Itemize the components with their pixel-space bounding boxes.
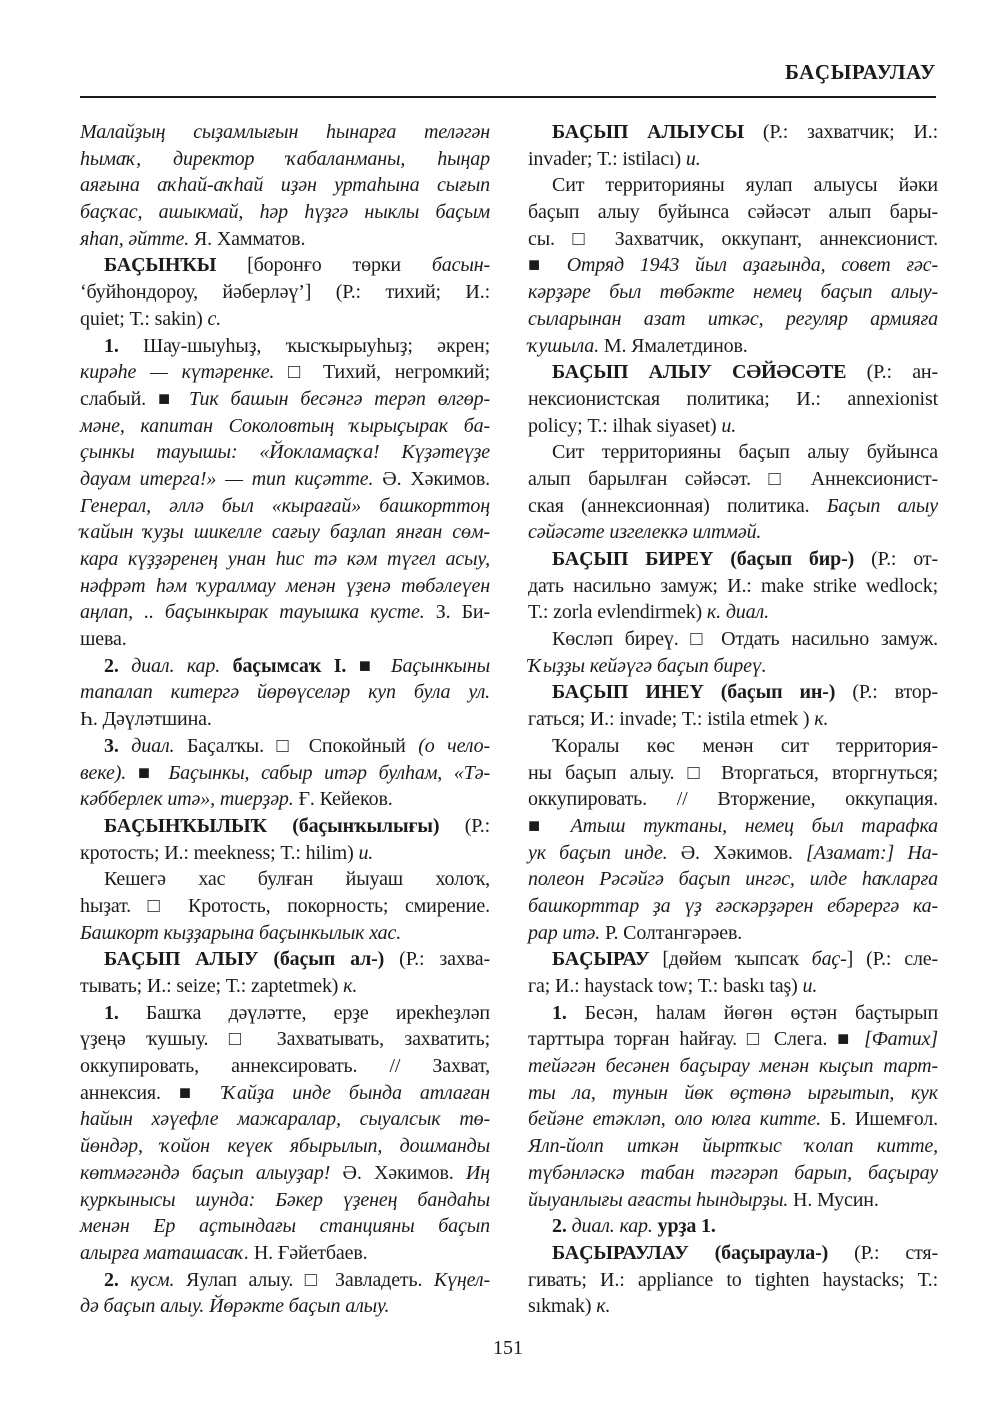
text-line	[80, 706, 490, 733]
header-rule	[80, 96, 936, 98]
text-line	[528, 333, 938, 360]
left-column	[80, 119, 490, 1320]
text-line	[528, 1187, 938, 1214]
roman-text: Баҫалҡы. □ Спокойный	[174, 734, 419, 757]
text-line	[528, 386, 938, 413]
text-line	[528, 146, 938, 173]
text-line	[528, 1053, 938, 1080]
text-line	[528, 573, 938, 600]
text-line	[80, 973, 490, 1000]
italic-text: Ҡайҙа инде бында атлаған	[222, 1081, 490, 1104]
text-line	[80, 1160, 490, 1187]
bold-text: БАҪЫРАУЛАУ (баҫыраула-)	[552, 1241, 829, 1264]
text-line	[80, 626, 490, 653]
italic-text: тейәгән бесәнен баҫырау менән кыҫып тарт-	[528, 1055, 938, 1078]
text-line	[80, 1267, 490, 1294]
text-line	[528, 119, 938, 146]
text-line	[528, 413, 938, 440]
roman-text: тывать; И.: seize; Т.: zaptetmek)	[80, 975, 344, 997]
text-line	[528, 1240, 938, 1267]
text-line	[528, 466, 938, 493]
italic-text: и.	[802, 975, 818, 997]
italic-text: яһап, әйтте.	[80, 227, 190, 250]
roman-text: Я. Хамматов.	[189, 227, 306, 250]
text-line	[80, 466, 490, 493]
bold-text: урҙа 1.	[657, 1215, 716, 1238]
bold-text: БАҪЫРАУ	[552, 948, 650, 971]
text-line	[528, 493, 938, 520]
roman-text: гивать; И.: appliance to tighten haystacks; Т.:	[528, 1268, 938, 1291]
italic-text: Атыш туктаны, немец был тарафка	[570, 814, 938, 837]
roman-text: слабый. ■	[80, 387, 189, 410]
text-line	[528, 199, 938, 226]
roman-text: Көсләп биреү. □ Отдать насильно замуж.	[552, 628, 938, 651]
roman-text: (Р.: втор-	[835, 681, 938, 704]
roman-text: гаться; И.: invade; Т.: istila etmek )	[528, 708, 815, 731]
roman-text: Р. Солтангәрәев.	[600, 921, 743, 944]
roman-text: (Р.: захва-	[384, 948, 490, 971]
italic-text: ҫынкы тауышы: «Йокламаҫҡа! Күҙәтеүҙе	[80, 441, 490, 464]
roman-text: З. Би-	[424, 601, 490, 624]
text-line	[80, 1133, 490, 1160]
bold-text: баҫымсаҡ I.	[232, 654, 347, 677]
roman-text: М. Ямалетдинов.	[598, 334, 748, 357]
text-line	[528, 1293, 938, 1320]
text-line	[528, 519, 938, 546]
text-line	[528, 1080, 938, 1107]
roman-text: sıkmak)	[528, 1295, 597, 1318]
text-line	[528, 359, 938, 386]
italic-text: к.	[343, 975, 358, 997]
roman-text: ■	[126, 761, 169, 784]
italic-text: бейәне етәкләп, оло юлға китте.	[528, 1108, 821, 1131]
bold-text: БАҪЫП АЛЫУ СӘЙӘСӘТЕ	[552, 361, 847, 384]
text-line	[528, 866, 938, 893]
italic-text: нәфрәт һәм ҡуралмау менән үҙенә төбәлеүен	[80, 574, 490, 597]
italic-text: к.	[814, 708, 829, 731]
roman-text: Шау-шыуһыҙ, ҡысҡырыуһыҙ; әкрен;	[118, 334, 490, 357]
roman-text: Т.: zorla evlendirmek)	[528, 601, 707, 624]
text-line	[80, 946, 490, 973]
roman-text: нексионистская политика; И.: annexionist	[528, 387, 938, 410]
text-line	[80, 573, 490, 600]
text-line	[80, 252, 490, 279]
italic-text: (о чело-	[418, 734, 490, 757]
bold-text: БАҪЫНҠЫЛЫҠ (баҫынҡылығы)	[104, 814, 440, 837]
roman-text: (Р.: захватчик; И.:	[744, 121, 938, 143]
italic-text: Баҫынкыны	[390, 654, 490, 677]
italic-text: [Фатих]	[864, 1028, 938, 1051]
text-line	[528, 439, 938, 466]
text-line	[528, 1026, 938, 1053]
text-line	[80, 1240, 490, 1267]
text-line	[528, 840, 938, 867]
roman-text: баҫып алыу буйынса сәйәсәт алып бары-	[528, 201, 938, 224]
text-line	[528, 252, 938, 279]
text-line	[80, 306, 490, 333]
italic-text: алырға маташасаҡ.	[80, 1241, 249, 1264]
text-line	[80, 1053, 490, 1080]
text-line	[80, 172, 490, 199]
running-head: БАҪЫРАУЛАУ	[784, 60, 936, 84]
text-line	[80, 119, 490, 146]
text-line	[528, 733, 938, 760]
text-line	[528, 1133, 938, 1160]
text-line	[528, 920, 938, 947]
text-line	[80, 226, 490, 253]
text-line	[80, 1213, 490, 1240]
roman-text: (Р.: стя-	[828, 1241, 938, 1264]
text-line	[528, 653, 938, 680]
roman-text: □ Тихий, негромкий;	[274, 361, 490, 384]
bold-text: 2.	[104, 654, 119, 677]
italic-text: Отряд 1943 йыл аҙағында, совет ғәс-	[566, 254, 939, 277]
bold-text: 2.	[552, 1215, 567, 1238]
italic-text: көтмәгәндә баҫып алыуҙар!	[80, 1161, 331, 1184]
text-line	[80, 866, 490, 893]
italic-text: диал. кар.	[131, 654, 221, 677]
text-line	[80, 413, 490, 440]
italic-text: һымаҡ, директор ҡабаланманы, һыңар	[80, 147, 490, 170]
text-line	[528, 546, 938, 573]
text-line	[528, 1160, 938, 1187]
bold-text: БАҪЫП АЛЫУ (баҫып ал-)	[104, 948, 385, 971]
italic-text: к.	[596, 1295, 611, 1318]
italic-text: башкорттар ҙа үҙ ғәскәрҙәрен ебәрергә ка-	[528, 894, 938, 917]
roman-text: Ә. Хәкимов.	[667, 841, 806, 864]
italic-text: сәйәсәте изгелеккә илтмәй.	[528, 521, 762, 544]
roman-text	[119, 1269, 131, 1291]
italic-text: Башкорт кыҙҙарына баҫынкылык хас.	[80, 921, 402, 944]
text-line	[80, 840, 490, 867]
roman-text: шева.	[80, 628, 127, 651]
italic-text: Ҡыҙҙы кейәүгә баҫып биреү.	[528, 654, 767, 677]
roman-text: Н. Ғәйетбаев.	[248, 1241, 368, 1264]
italic-text: ук баҫып инде.	[528, 841, 668, 864]
text-line	[80, 199, 490, 226]
text-line	[80, 1080, 490, 1107]
italic-text: дә баҫып алыу. Йөрәкте баҫып алыу.	[80, 1295, 390, 1318]
text-line	[80, 760, 490, 787]
text-line	[528, 893, 938, 920]
italic-text: кирәһе — күтәренке.	[80, 361, 275, 384]
italic-text: к. диал.	[706, 601, 769, 624]
text-line	[80, 1187, 490, 1214]
italic-text: Иң	[465, 1161, 490, 1184]
italic-text: баҫҡас, ашыкмай, һәр һүҙгә ныклы баҫым	[80, 201, 490, 224]
italic-text: тапалап китергә йөрөүселәр куп була ул.	[80, 681, 490, 704]
bold-text: 1.	[104, 1001, 119, 1024]
italic-text: полеон Рәсәйгә баҫып ингәс, илде һаҡларға	[528, 868, 938, 891]
italic-text: диал. кар.	[571, 1215, 653, 1238]
text-line	[80, 146, 490, 173]
roman-text: оккупировать, аннексировать. // Захват,	[80, 1055, 490, 1078]
text-line	[80, 279, 490, 306]
italic-text: ҡайын ҡуҙы шикелле сағыу баҙлап янған сөм-	[80, 521, 490, 544]
text-line	[528, 306, 938, 333]
text-line	[80, 1106, 490, 1133]
italic-text: кәбберлек итә», тиерҙәр.	[80, 788, 294, 811]
text-line	[528, 760, 938, 787]
bold-text: 1.	[104, 334, 119, 357]
italic-text: ты ла, тунын йөк өҫтөнә ырғытып, кук	[528, 1081, 938, 1104]
roman-text: quiet; Т.: sakin)	[80, 307, 208, 330]
roman-text: Башҡа дәүләтте, ерҙе ирекһеҙләп	[118, 1001, 490, 1024]
text-line	[528, 1213, 938, 1240]
italic-text: кусм.	[130, 1268, 175, 1291]
roman-text: ны баҫып алыу. □ Вторгаться, вторгнуться;	[528, 761, 938, 784]
roman-text: [боронғо төрки	[216, 254, 432, 277]
text-line	[528, 946, 938, 973]
roman-text: (Р.: ан-	[846, 361, 938, 384]
text-line	[80, 1026, 490, 1053]
text-line	[80, 893, 490, 920]
roman-text: үҙеңә ҡушыу. □ Захватывать, захватить;	[80, 1028, 490, 1051]
roman-text: ■	[528, 254, 567, 277]
roman-text: Кешегә хас булған йыуаш холоҡ,	[104, 868, 490, 891]
italic-text: түбәнләскә табан тәгәрәп барып, баҫырау	[528, 1161, 938, 1184]
text-line	[80, 1293, 490, 1320]
italic-text: мәне, капитан Соколовтың ҡырыҫырак ба-	[80, 414, 490, 437]
roman-text	[220, 655, 233, 677]
italic-text: рар итә.	[528, 921, 601, 944]
italic-text: дауам итерга!» — тип киҫәтте.	[80, 467, 374, 490]
bold-text: 3.	[104, 734, 119, 757]
text-line	[528, 626, 938, 653]
text-line	[528, 1267, 938, 1294]
italic-text: сыларынан азат иткәс, регуляр армияға	[528, 307, 938, 330]
text-line	[528, 813, 938, 840]
roman-text: Яулап алыу. □ Завладеть.	[174, 1268, 434, 1291]
italic-text: с.	[207, 307, 222, 330]
roman-text: га; И.: haystack tow; Т.: baskı taş)	[528, 975, 803, 997]
italic-text: Баҫып алыу	[826, 494, 938, 517]
roman-text: Ә. Хәкимов.	[330, 1161, 466, 1184]
text-line	[80, 519, 490, 546]
roman-text: Б. Ишемғол.	[821, 1108, 938, 1131]
text-line	[80, 679, 490, 706]
roman-text	[119, 735, 132, 757]
text-line	[80, 493, 490, 520]
text-line	[528, 279, 938, 306]
text-line	[528, 973, 938, 1000]
italic-text: Баҫынкы, сабыр итәр булһам, «Тә-	[168, 761, 490, 784]
italic-text: баҫ-	[811, 948, 847, 971]
italic-text: йөндәр, ҡойон кеүек ябырылып, дошманды	[80, 1135, 490, 1158]
text-line	[80, 813, 490, 840]
text-line	[80, 920, 490, 947]
roman-text: Һ. Дәүләтшина.	[80, 708, 212, 731]
bold-text: БАҪЫП ИНЕҮ (баҫып ин-)	[552, 681, 836, 704]
italic-text: Тик башын бесәнгә терәп өлгөр-	[188, 387, 490, 410]
text-line	[528, 172, 938, 199]
text-line	[528, 706, 938, 733]
roman-text: Ҡоралы көс менән сит территория-	[552, 734, 938, 757]
italic-text: и.	[721, 414, 737, 437]
roman-text: Н. Мусин.	[788, 1188, 879, 1211]
roman-text: ■	[346, 654, 391, 677]
bold-text: 2.	[104, 1268, 119, 1291]
roman-text: оккупировать. // Вторжение, оккупация.	[528, 788, 938, 811]
bold-text: БАҪЫП АЛЫУСЫ	[552, 121, 745, 143]
roman-text: кротость; И.: meekness; Т.: hilim)	[80, 841, 359, 864]
roman-text: алып барылған сәйәсәт. □ Аннексионист-	[528, 467, 938, 490]
italic-text: ҡушыла.	[528, 334, 599, 357]
bold-text: 1.	[552, 1001, 567, 1024]
text-line	[80, 1000, 490, 1027]
text-line	[80, 786, 490, 813]
roman-text: invader; Т.: istilacı)	[528, 147, 686, 170]
page-number: 151	[493, 1337, 523, 1359]
text-line	[528, 679, 938, 706]
italic-text: кара күҙҙәренең унан һис тә кәм түгел асыу,	[80, 548, 490, 570]
italic-text: йыуанлығы ағасты һындырҙы.	[528, 1188, 789, 1211]
text-line	[528, 1000, 938, 1027]
italic-text: Күңел-	[433, 1268, 490, 1291]
roman-text: һыҙат. □ Кротость, покорность; смирение.	[80, 894, 490, 917]
text-line	[80, 599, 490, 626]
text-line	[80, 359, 490, 386]
roman-text: Бесән, һалам йөгөн өҫтән баҫтырып	[566, 1001, 938, 1024]
italic-text: Малайҙың сыҙамлығын һынарға теләгән	[80, 121, 490, 143]
text-line	[528, 599, 938, 626]
italic-text: менән Ер аҫтындағы станцияны баҫып	[80, 1215, 490, 1238]
text-line	[528, 1106, 938, 1133]
italic-text: куркынысы шунда: Бәкер үҙенең бандаһы	[80, 1188, 490, 1211]
roman-text: ‘буйһондороу, йәберләү’] (Р.: тихий; И.:	[80, 281, 490, 304]
text-line	[80, 386, 490, 413]
italic-text: и.	[358, 841, 374, 864]
italic-text: веке).	[80, 761, 127, 784]
italic-text: һайын хәүефле мажаралар, сыуалсык тө-	[80, 1108, 490, 1131]
text-line	[528, 786, 938, 813]
roman-text: аннексия. ■	[80, 1081, 223, 1104]
italic-text: Ялп-йолп иткән йыртҡыс ҡолап китте,	[528, 1135, 938, 1158]
roman-text: ■	[528, 814, 571, 837]
italic-text: кәрҙәре был төбәкте немец баҫып алыу-	[528, 281, 938, 304]
roman-text: Сит территорияны баҫып алыу буйынса	[552, 441, 938, 464]
text-line	[80, 546, 490, 573]
italic-text: аңлап, .. баҫынкырак тауышка кусте.	[80, 601, 425, 624]
text-line	[80, 733, 490, 760]
roman-text: [дөйөм ҡыпсаҡ	[649, 948, 812, 971]
roman-text: Ғ. Кейеков.	[293, 788, 393, 811]
italic-text: [Азамат:] На-	[806, 841, 938, 864]
text-line	[80, 653, 490, 680]
text-line	[80, 333, 490, 360]
roman-text: ская (аннексионная) политика.	[528, 494, 827, 517]
bold-text: БАҪЫНҠЫ	[104, 254, 217, 277]
italic-text: диал.	[131, 734, 175, 757]
roman-text: дать насильно замуж; И.: make strike wedlock;	[528, 574, 938, 597]
right-column	[528, 119, 938, 1320]
roman-text: (Р.: от-	[854, 548, 938, 570]
text-line	[80, 439, 490, 466]
roman-text: Сит территорияны яулап алыусы йәки	[552, 174, 938, 197]
roman-text: сы. □ Захватчик, оккупант, аннексионист.	[528, 227, 938, 250]
roman-text: тарттыра торған һайғау. □ Слега. ■	[528, 1028, 865, 1051]
text-line	[528, 226, 938, 253]
italic-text: аяғына аҡһай-аҡһай иҙән уртаһына сығып	[80, 174, 490, 197]
roman-text	[119, 655, 132, 677]
roman-text: policy; Т.: ilhak siyaset)	[528, 414, 722, 437]
roman-text: Ә. Хәкимов.	[373, 467, 491, 490]
roman-text: (Р.:	[439, 814, 491, 837]
italic-text: басын-	[431, 254, 490, 277]
roman-text: ] (Р.: сле-	[846, 948, 939, 971]
italic-text: Генерал, әллә был «кырағай» башкорттоң	[80, 494, 490, 517]
italic-text: и.	[685, 147, 701, 170]
bold-text: БАҪЫП БИРЕҮ (баҫып бир-)	[552, 548, 855, 570]
